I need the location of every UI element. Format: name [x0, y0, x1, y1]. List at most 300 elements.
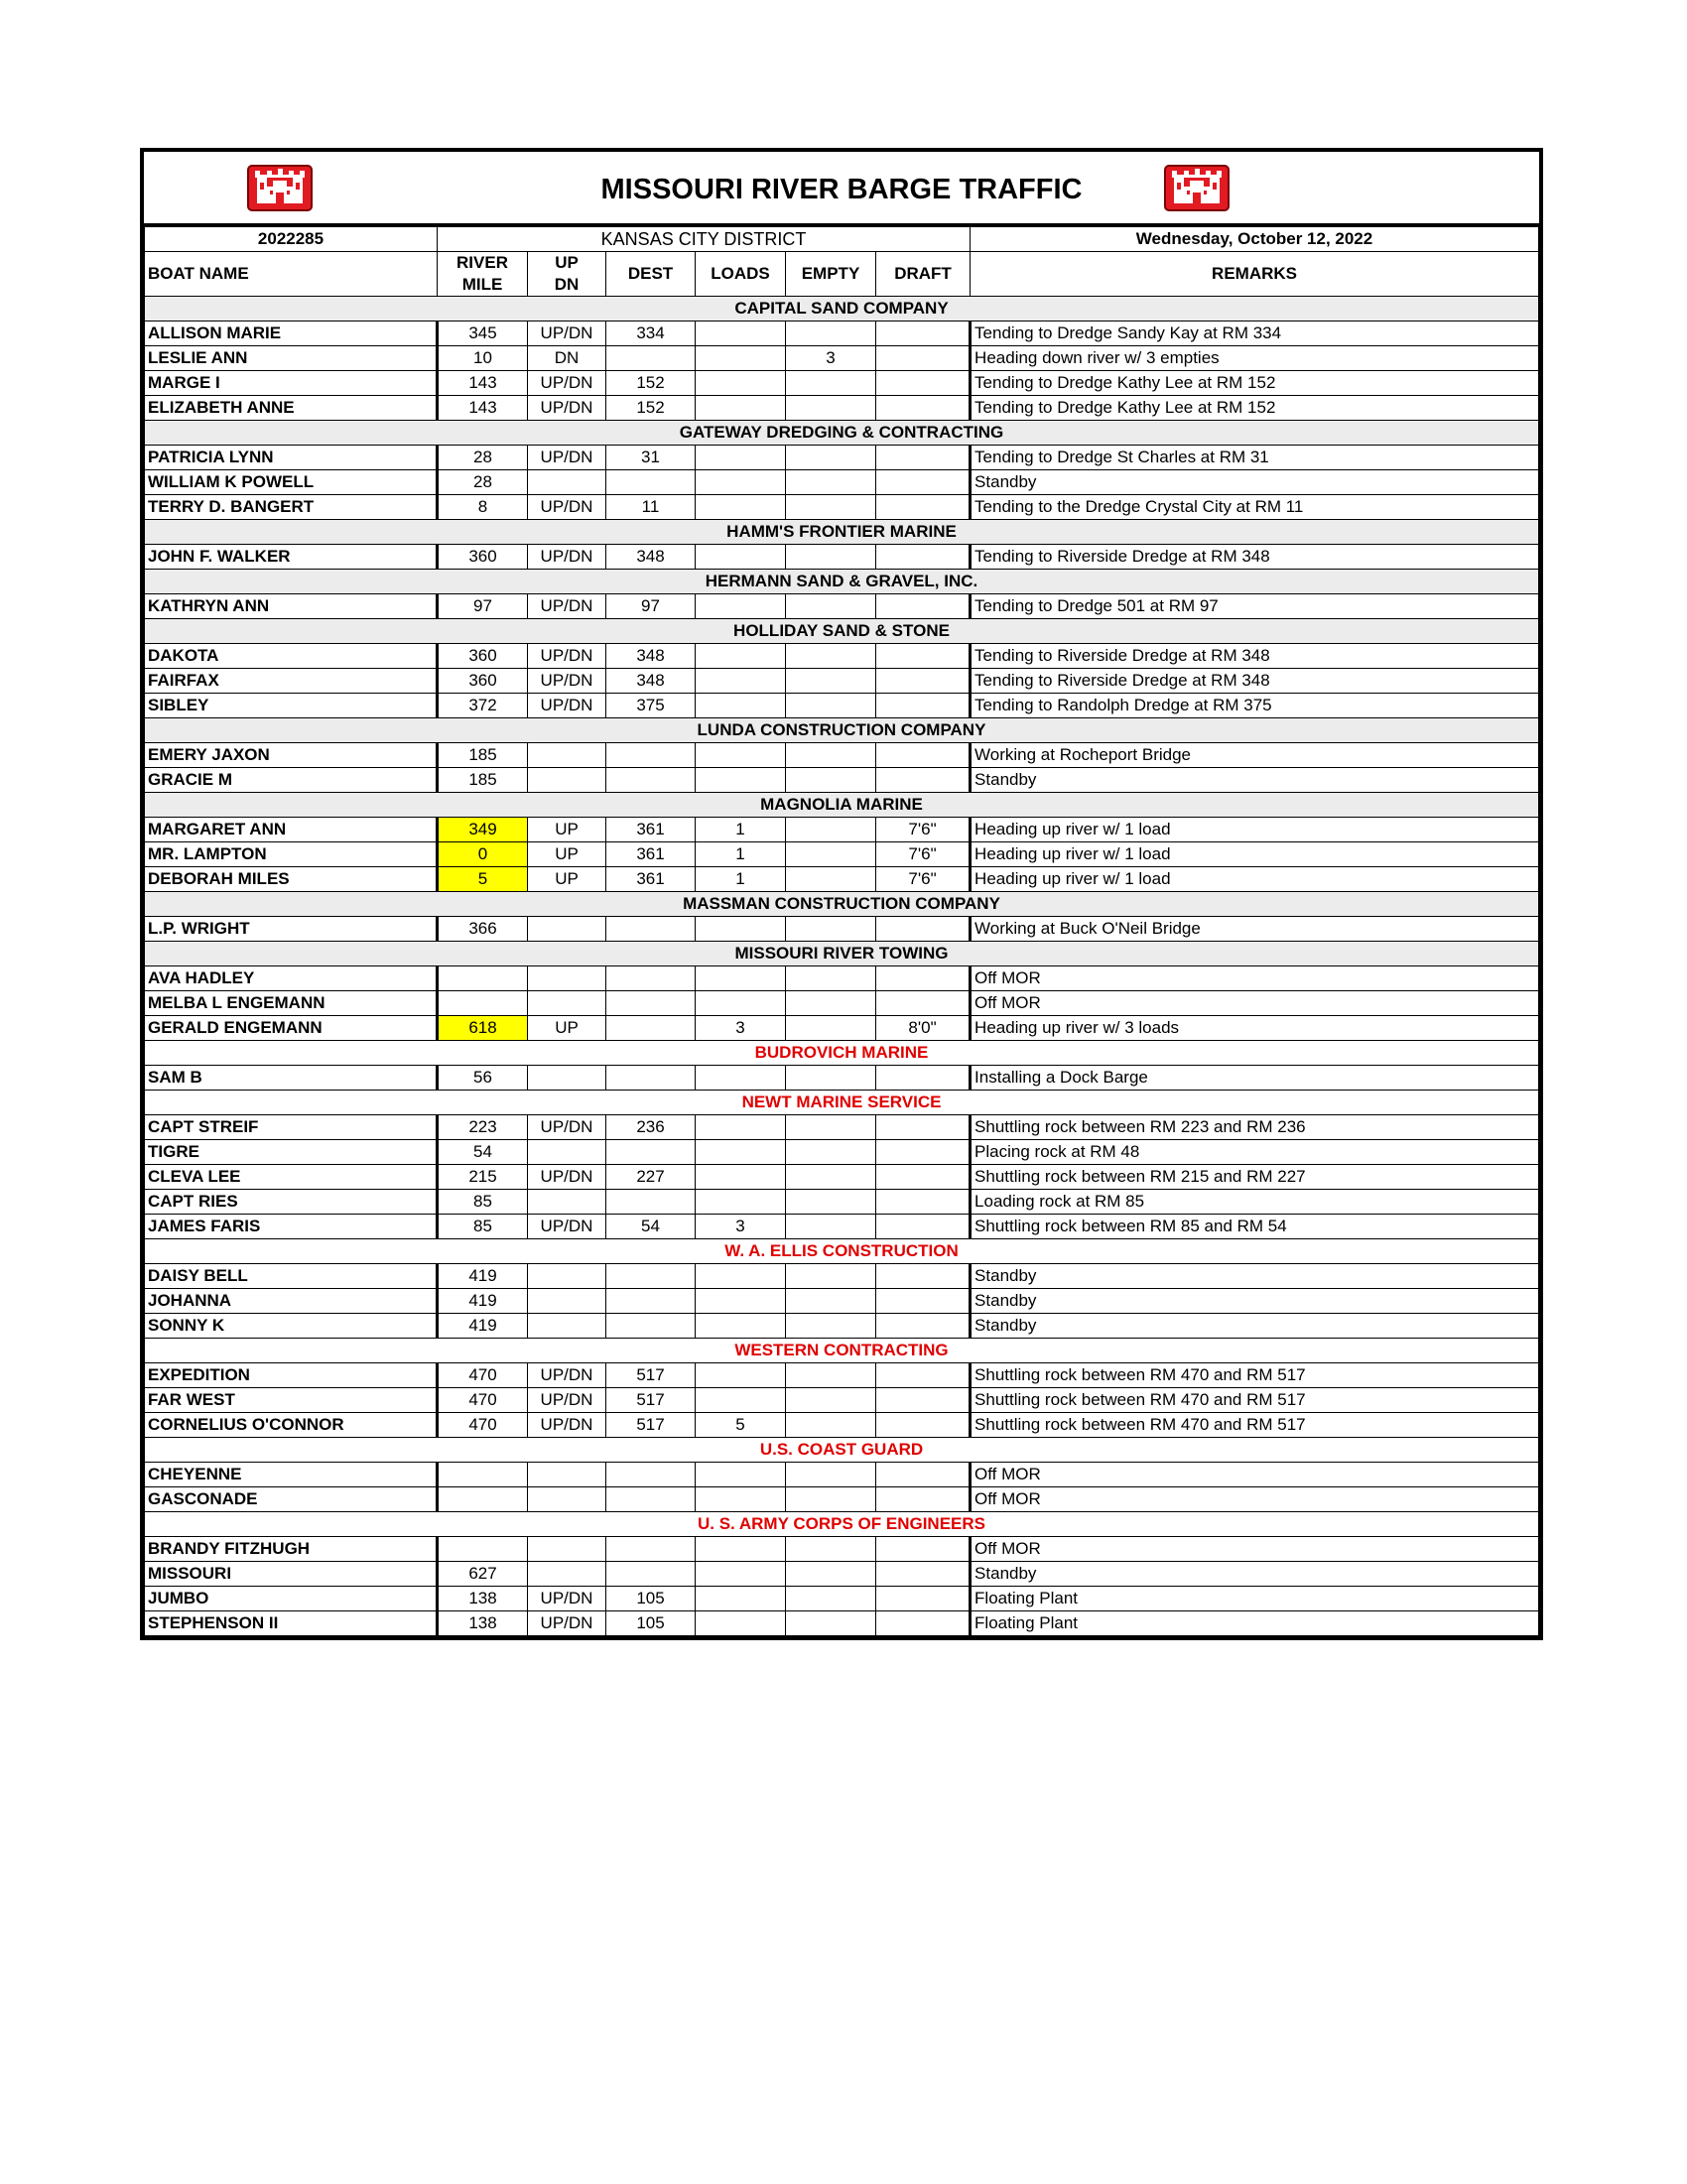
- remarks-cell: Tending to Riverside Dredge at RM 348: [971, 644, 1539, 669]
- boat-name-cell: KATHRYN ANN: [145, 594, 438, 619]
- empty-cell: [786, 470, 876, 495]
- remarks-cell: Tending to Dredge Kathy Lee at RM 152: [971, 371, 1539, 396]
- table-row: [145, 917, 1539, 942]
- report-title: MISSOURI RIVER BARGE TRAFFIC: [600, 174, 1083, 205]
- table-row: [145, 1264, 1539, 1289]
- remarks-cell: Working at Rocheport Bridge: [971, 743, 1539, 768]
- loads-cell: [696, 1115, 786, 1140]
- up-dn-cell: [528, 1463, 606, 1487]
- table-row: [145, 346, 1539, 371]
- empty-cell: [786, 1165, 876, 1190]
- dest-cell: [606, 1016, 696, 1041]
- col-loads: LOADS: [696, 252, 786, 297]
- empty-cell: [786, 1314, 876, 1339]
- up-dn-cell: [528, 1487, 606, 1512]
- river-mile-cell: 366: [438, 917, 528, 942]
- up-dn-cell: UP/DN: [528, 1611, 606, 1636]
- river-mile-cell: 143: [438, 371, 528, 396]
- draft-cell: [876, 371, 971, 396]
- empty-cell: [786, 842, 876, 867]
- dest-cell: [606, 1487, 696, 1512]
- boat-name-cell: JAMES FARIS: [145, 1215, 438, 1239]
- river-mile-cell: 143: [438, 396, 528, 421]
- boat-name-cell: JUMBO: [145, 1587, 438, 1611]
- empty-cell: [786, 966, 876, 991]
- dest-cell: 517: [606, 1363, 696, 1388]
- loads-cell: 1: [696, 842, 786, 867]
- up-dn-cell: UP/DN: [528, 371, 606, 396]
- empty-cell: [786, 1215, 876, 1239]
- boat-name-cell: GRACIE M: [145, 768, 438, 793]
- river-mile-cell: 56: [438, 1066, 528, 1091]
- remarks-cell: Tending to Randolph Dredge at RM 375: [971, 694, 1539, 718]
- river-mile-cell: 345: [438, 321, 528, 346]
- company-name: MASSMAN CONSTRUCTION COMPANY: [145, 892, 1539, 917]
- up-dn-cell: UP/DN: [528, 1115, 606, 1140]
- col-remarks: REMARKS: [971, 252, 1539, 297]
- empty-cell: [786, 1066, 876, 1091]
- up-dn-cell: UP/DN: [528, 1363, 606, 1388]
- boat-name-cell: TERRY D. BANGERT: [145, 495, 438, 520]
- river-mile-cell: 185: [438, 768, 528, 793]
- up-dn-cell: [528, 1066, 606, 1091]
- remarks-cell: Tending to Riverside Dredge at RM 348: [971, 669, 1539, 694]
- river-mile-cell: 349: [438, 818, 528, 842]
- empty-cell: [786, 1562, 876, 1587]
- loads-cell: [696, 1363, 786, 1388]
- table-row: [145, 545, 1539, 570]
- dest-cell: [606, 743, 696, 768]
- loads-cell: 5: [696, 1413, 786, 1438]
- loads-cell: 1: [696, 867, 786, 892]
- up-dn-cell: UP: [528, 867, 606, 892]
- table-row: [145, 966, 1539, 991]
- dest-cell: 236: [606, 1115, 696, 1140]
- empty-cell: [786, 545, 876, 570]
- table-row: [145, 1487, 1539, 1512]
- remarks-cell: Floating Plant: [971, 1611, 1539, 1636]
- empty-cell: [786, 1388, 876, 1413]
- boat-name-cell: GASCONADE: [145, 1487, 438, 1512]
- empty-cell: [786, 1363, 876, 1388]
- title-banner: [144, 152, 1539, 226]
- table-row: [145, 818, 1539, 842]
- river-mile-cell: 5: [438, 867, 528, 892]
- table-row: [145, 396, 1539, 421]
- river-mile-cell: 618: [438, 1016, 528, 1041]
- loads-cell: [696, 446, 786, 470]
- boat-name-cell: DAKOTA: [145, 644, 438, 669]
- boat-name-cell: CAPT RIES: [145, 1190, 438, 1215]
- empty-cell: [786, 1190, 876, 1215]
- loads-cell: [696, 371, 786, 396]
- col-river-mile-line2: MILE: [461, 275, 503, 294]
- table-row: [145, 1289, 1539, 1314]
- dest-cell: [606, 1140, 696, 1165]
- loads-cell: [696, 1463, 786, 1487]
- empty-cell: [786, 321, 876, 346]
- dest-cell: 97: [606, 594, 696, 619]
- company-name: MAGNOLIA MARINE: [145, 793, 1539, 818]
- table-body: [145, 297, 1539, 1636]
- river-mile-cell: 54: [438, 1140, 528, 1165]
- up-dn-cell: [528, 768, 606, 793]
- boat-name-cell: L.P. WRIGHT: [145, 917, 438, 942]
- boat-name-cell: SONNY K: [145, 1314, 438, 1339]
- dest-cell: [606, 991, 696, 1016]
- dest-cell: 11: [606, 495, 696, 520]
- draft-cell: [876, 495, 971, 520]
- remarks-cell: Heading up river w/ 3 loads: [971, 1016, 1539, 1041]
- company-name: WESTERN CONTRACTING: [145, 1339, 1539, 1363]
- up-dn-cell: [528, 966, 606, 991]
- remarks-cell: Heading up river w/ 1 load: [971, 842, 1539, 867]
- river-mile-cell: 28: [438, 470, 528, 495]
- river-mile-cell: 138: [438, 1611, 528, 1636]
- dest-cell: [606, 470, 696, 495]
- company-name: GATEWAY DREDGING & CONTRACTING: [145, 421, 1539, 446]
- remarks-cell: Installing a Dock Barge: [971, 1066, 1539, 1091]
- loads-cell: [696, 545, 786, 570]
- table-row: [145, 991, 1539, 1016]
- company-header-row: [145, 619, 1539, 644]
- table-row: [145, 1413, 1539, 1438]
- draft-cell: [876, 743, 971, 768]
- remarks-cell: Shuttling rock between RM 223 and RM 236: [971, 1115, 1539, 1140]
- empty-cell: [786, 1289, 876, 1314]
- remarks-cell: Off MOR: [971, 1463, 1539, 1487]
- dest-cell: [606, 1537, 696, 1562]
- draft-cell: [876, 644, 971, 669]
- draft-cell: [876, 1388, 971, 1413]
- dest-cell: 105: [606, 1611, 696, 1636]
- draft-cell: 7'6": [876, 842, 971, 867]
- empty-cell: [786, 446, 876, 470]
- company-header-row: [145, 1339, 1539, 1363]
- dest-cell: 348: [606, 644, 696, 669]
- draft-cell: [876, 966, 971, 991]
- table-row: [145, 1537, 1539, 1562]
- report-id: 2022285: [145, 227, 438, 252]
- column-header-row: [145, 252, 1539, 297]
- loads-cell: [696, 1066, 786, 1091]
- up-dn-cell: UP/DN: [528, 545, 606, 570]
- river-mile-cell: 138: [438, 1587, 528, 1611]
- draft-cell: [876, 594, 971, 619]
- boat-name-cell: ELIZABETH ANNE: [145, 396, 438, 421]
- meta-row: [145, 227, 1539, 252]
- remarks-cell: Shuttling rock between RM 470 and RM 517: [971, 1363, 1539, 1388]
- dest-cell: 517: [606, 1388, 696, 1413]
- river-mile-cell: 470: [438, 1388, 528, 1413]
- company-name: HAMM'S FRONTIER MARINE: [145, 520, 1539, 545]
- remarks-cell: Off MOR: [971, 966, 1539, 991]
- up-dn-cell: [528, 1264, 606, 1289]
- empty-cell: [786, 917, 876, 942]
- loads-cell: 1: [696, 818, 786, 842]
- up-dn-cell: UP: [528, 842, 606, 867]
- company-header-row: [145, 1091, 1539, 1115]
- empty-cell: [786, 594, 876, 619]
- boat-name-cell: GERALD ENGEMANN: [145, 1016, 438, 1041]
- table-row: [145, 694, 1539, 718]
- loads-cell: [696, 1487, 786, 1512]
- boat-name-cell: CORNELIUS O'CONNOR: [145, 1413, 438, 1438]
- table-row: [145, 669, 1539, 694]
- table-row: [145, 1066, 1539, 1091]
- loads-cell: [696, 991, 786, 1016]
- boat-name-cell: EMERY JAXON: [145, 743, 438, 768]
- up-dn-cell: [528, 1562, 606, 1587]
- loads-cell: [696, 768, 786, 793]
- company-header-row: [145, 570, 1539, 594]
- up-dn-cell: [528, 1314, 606, 1339]
- company-name: CAPITAL SAND COMPANY: [145, 297, 1539, 321]
- col-up-dn-line1: UP: [555, 253, 579, 272]
- boat-name-cell: FAR WEST: [145, 1388, 438, 1413]
- table-row: [145, 1562, 1539, 1587]
- barge-traffic-sheet: [140, 148, 1543, 1640]
- remarks-cell: Shuttling rock between RM 215 and RM 227: [971, 1165, 1539, 1190]
- remarks-cell: Tending to Dredge Sandy Kay at RM 334: [971, 321, 1539, 346]
- empty-cell: [786, 1611, 876, 1636]
- table-row: [145, 1463, 1539, 1487]
- remarks-cell: Tending to the Dredge Crystal City at RM 11: [971, 495, 1539, 520]
- empty-cell: [786, 1264, 876, 1289]
- up-dn-cell: UP/DN: [528, 594, 606, 619]
- river-mile-cell: 360: [438, 545, 528, 570]
- remarks-cell: Off MOR: [971, 1487, 1539, 1512]
- river-mile-cell: 627: [438, 1562, 528, 1587]
- draft-cell: [876, 1587, 971, 1611]
- dest-cell: 348: [606, 545, 696, 570]
- up-dn-cell: UP/DN: [528, 396, 606, 421]
- river-mile-cell: 419: [438, 1289, 528, 1314]
- empty-cell: [786, 1115, 876, 1140]
- table-row: [145, 446, 1539, 470]
- dest-cell: [606, 1066, 696, 1091]
- dest-cell: 227: [606, 1165, 696, 1190]
- col-river-mile: [438, 252, 528, 297]
- up-dn-cell: UP/DN: [528, 1587, 606, 1611]
- boat-name-cell: ALLISON MARIE: [145, 321, 438, 346]
- draft-cell: [876, 669, 971, 694]
- up-dn-cell: [528, 991, 606, 1016]
- company-header-row: [145, 718, 1539, 743]
- dest-cell: 105: [606, 1587, 696, 1611]
- dest-cell: 348: [606, 669, 696, 694]
- loads-cell: [696, 669, 786, 694]
- boat-name-cell: CAPT STREIF: [145, 1115, 438, 1140]
- table-row: [145, 842, 1539, 867]
- company-header-row: [145, 942, 1539, 966]
- remarks-cell: Tending to Dredge 501 at RM 97: [971, 594, 1539, 619]
- company-name: MISSOURI RIVER TOWING: [145, 942, 1539, 966]
- company-header-row: [145, 793, 1539, 818]
- up-dn-cell: UP: [528, 1016, 606, 1041]
- usace-castle-logo: [1164, 165, 1230, 211]
- draft-cell: [876, 346, 971, 371]
- company-name: HERMANN SAND & GRAVEL, INC.: [145, 570, 1539, 594]
- col-up-dn: [528, 252, 606, 297]
- empty-cell: 3: [786, 346, 876, 371]
- remarks-cell: Shuttling rock between RM 470 and RM 517: [971, 1388, 1539, 1413]
- company-name: NEWT MARINE SERVICE: [145, 1091, 1539, 1115]
- table-row: [145, 1388, 1539, 1413]
- dest-cell: 375: [606, 694, 696, 718]
- loads-cell: [696, 1264, 786, 1289]
- up-dn-cell: [528, 917, 606, 942]
- table-row: [145, 594, 1539, 619]
- loads-cell: 3: [696, 1215, 786, 1239]
- up-dn-cell: UP/DN: [528, 1215, 606, 1239]
- remarks-cell: Working at Buck O'Neil Bridge: [971, 917, 1539, 942]
- dest-cell: 152: [606, 396, 696, 421]
- empty-cell: [786, 495, 876, 520]
- dest-cell: 31: [606, 446, 696, 470]
- river-mile-cell: [438, 1537, 528, 1562]
- boat-name-cell: BRANDY FITZHUGH: [145, 1537, 438, 1562]
- barge-traffic-table: [144, 226, 1539, 1636]
- draft-cell: [876, 1140, 971, 1165]
- up-dn-cell: [528, 1190, 606, 1215]
- remarks-cell: Floating Plant: [971, 1587, 1539, 1611]
- table-row: [145, 867, 1539, 892]
- dest-cell: 334: [606, 321, 696, 346]
- boat-name-cell: DAISY BELL: [145, 1264, 438, 1289]
- draft-cell: [876, 470, 971, 495]
- river-mile-cell: 360: [438, 644, 528, 669]
- col-dest: DEST: [606, 252, 696, 297]
- table-row: [145, 1165, 1539, 1190]
- draft-cell: [876, 1190, 971, 1215]
- loads-cell: [696, 321, 786, 346]
- loads-cell: [696, 1289, 786, 1314]
- empty-cell: [786, 768, 876, 793]
- draft-cell: [876, 1562, 971, 1587]
- col-up-dn-line2: DN: [554, 275, 580, 294]
- boat-name-cell: CHEYENNE: [145, 1463, 438, 1487]
- loads-cell: [696, 1587, 786, 1611]
- draft-cell: [876, 1363, 971, 1388]
- draft-cell: [876, 1215, 971, 1239]
- river-mile-cell: [438, 966, 528, 991]
- loads-cell: [696, 1537, 786, 1562]
- company-header-row: [145, 297, 1539, 321]
- empty-cell: [786, 396, 876, 421]
- loads-cell: [696, 743, 786, 768]
- dest-cell: 517: [606, 1413, 696, 1438]
- company-name: HOLLIDAY SAND & STONE: [145, 619, 1539, 644]
- empty-cell: [786, 818, 876, 842]
- empty-cell: [786, 991, 876, 1016]
- river-mile-cell: 8: [438, 495, 528, 520]
- up-dn-cell: UP/DN: [528, 694, 606, 718]
- river-mile-cell: 97: [438, 594, 528, 619]
- river-mile-cell: 0: [438, 842, 528, 867]
- river-mile-cell: 10: [438, 346, 528, 371]
- boat-name-cell: MR. LAMPTON: [145, 842, 438, 867]
- dest-cell: [606, 1289, 696, 1314]
- river-mile-cell: 85: [438, 1215, 528, 1239]
- remarks-cell: Standby: [971, 470, 1539, 495]
- boat-name-cell: EXPEDITION: [145, 1363, 438, 1388]
- boat-name-cell: STEPHENSON II: [145, 1611, 438, 1636]
- boat-name-cell: MARGE I: [145, 371, 438, 396]
- table-row: [145, 1587, 1539, 1611]
- remarks-cell: Shuttling rock between RM 470 and RM 517: [971, 1413, 1539, 1438]
- draft-cell: [876, 1487, 971, 1512]
- boat-name-cell: JOHN F. WALKER: [145, 545, 438, 570]
- draft-cell: [876, 991, 971, 1016]
- boat-name-cell: CLEVA LEE: [145, 1165, 438, 1190]
- draft-cell: [876, 694, 971, 718]
- boat-name-cell: SIBLEY: [145, 694, 438, 718]
- draft-cell: [876, 1115, 971, 1140]
- table-row: [145, 1611, 1539, 1636]
- river-mile-cell: [438, 991, 528, 1016]
- river-mile-cell: [438, 1463, 528, 1487]
- loads-cell: 3: [696, 1016, 786, 1041]
- loads-cell: [696, 1165, 786, 1190]
- remarks-cell: Heading up river w/ 1 load: [971, 818, 1539, 842]
- boat-name-cell: DEBORAH MILES: [145, 867, 438, 892]
- dest-cell: [606, 1314, 696, 1339]
- company-header-row: [145, 1512, 1539, 1537]
- boat-name-cell: TIGRE: [145, 1140, 438, 1165]
- draft-cell: [876, 1537, 971, 1562]
- remarks-cell: Standby: [971, 1562, 1539, 1587]
- up-dn-cell: UP/DN: [528, 446, 606, 470]
- col-draft: DRAFT: [876, 252, 971, 297]
- loads-cell: [696, 694, 786, 718]
- boat-name-cell: MELBA L ENGEMANN: [145, 991, 438, 1016]
- draft-cell: [876, 1289, 971, 1314]
- company-name: W. A. ELLIS CONSTRUCTION: [145, 1239, 1539, 1264]
- remarks-cell: Off MOR: [971, 991, 1539, 1016]
- dest-cell: 152: [606, 371, 696, 396]
- remarks-cell: Loading rock at RM 85: [971, 1190, 1539, 1215]
- dest-cell: [606, 1190, 696, 1215]
- up-dn-cell: UP/DN: [528, 644, 606, 669]
- draft-cell: [876, 1463, 971, 1487]
- river-mile-cell: 28: [438, 446, 528, 470]
- draft-cell: [876, 1264, 971, 1289]
- empty-cell: [786, 1587, 876, 1611]
- table-row: [145, 1190, 1539, 1215]
- table-row: [145, 495, 1539, 520]
- loads-cell: [696, 1140, 786, 1165]
- remarks-cell: Shuttling rock between RM 85 and RM 54: [971, 1215, 1539, 1239]
- river-mile-cell: 419: [438, 1314, 528, 1339]
- loads-cell: [696, 1314, 786, 1339]
- boat-name-cell: FAIRFAX: [145, 669, 438, 694]
- up-dn-cell: UP/DN: [528, 321, 606, 346]
- loads-cell: [696, 644, 786, 669]
- company-name: U. S. ARMY CORPS OF ENGINEERS: [145, 1512, 1539, 1537]
- table-row: [145, 371, 1539, 396]
- boat-name-cell: MISSOURI: [145, 1562, 438, 1587]
- river-mile-cell: 85: [438, 1190, 528, 1215]
- up-dn-cell: DN: [528, 346, 606, 371]
- district-name: KANSAS CITY DISTRICT: [438, 227, 971, 252]
- loads-cell: [696, 1388, 786, 1413]
- table-row: [145, 1215, 1539, 1239]
- dest-cell: [606, 1463, 696, 1487]
- draft-cell: 7'6": [876, 867, 971, 892]
- remarks-cell: Placing rock at RM 48: [971, 1140, 1539, 1165]
- river-mile-cell: 215: [438, 1165, 528, 1190]
